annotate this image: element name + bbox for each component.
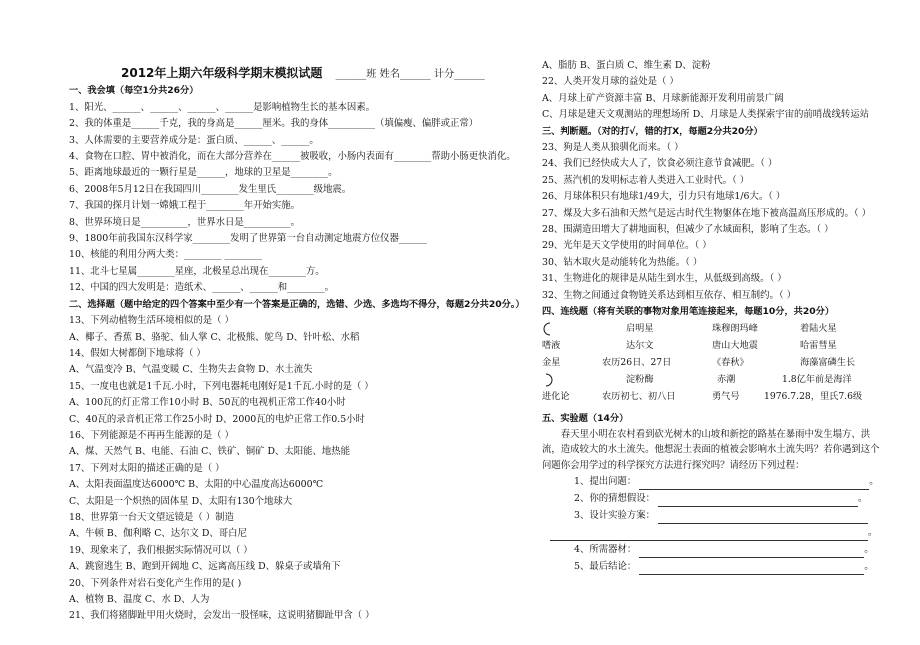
question-4: 4、食物在口腔、胃中被消化，而在大部分营养在______被吸收，小肠内表面有________帮助小肠更快消化。 [69,151,516,163]
match-item: 达尔文 [626,339,654,351]
question-15: 15、一度电也就是1千瓦.小时，下列电器耗电刚好是1千瓦.小时的是（ ） [69,380,374,392]
question-12: 12、中国的四大发明是：造纸术、______、______和________。 [69,282,335,294]
choice-questions [69,313,529,625]
step-conclusion: 5、最后结论： 。 [574,558,887,575]
step-ask-question: 1、提出问题： 。 [574,473,887,490]
question-22: 22、人类开发月球的益处是（ ） [542,76,679,88]
question-9: 9、1800年前我国东汉科学家________发明了世界第一台自动测定地震方位仪器______ [69,233,427,245]
answer-line[interactable] [639,563,864,575]
step-hypothesis: 2、你的猜想假设： 。 [574,490,887,507]
question-19: 19、现象来了，我们根据实际情况可以（ ） [69,544,253,556]
step-label: 3、设计实验方案： [574,510,655,522]
experiment-scenario: 春天里小明在农村看到砍光树木的山坡和新挖的路基在暴雨中发生塌方、洪流，造成较大的水土流失。他想泥土表面的植被会影响水土流失吗？若你遇到这个问题你会用学过的科学探究方法进行探究吗？请经历下列过程： [542,428,880,471]
question-21: 21、我们将猪脚趾甲用火烧时，会发出一股怪味，这说明猪脚趾甲含（ ） [69,610,375,622]
question-21-options: A、脂肪 B、蛋白质 C、维生素 D、淀粉 [542,60,711,71]
question-13-options: A、椰子、香蕉 B、骆驼、仙人掌 C、北极熊、鸵鸟 D、针叶松、水稻 [69,331,360,343]
question-15-options-ab: A、100瓦的灯正常工作10小时 B、50瓦的电视机正常工作40小时 [69,397,346,409]
fill-in-questions [69,100,529,297]
question-16: 16、下列能源是不再再生能源的是（ ） [69,429,234,441]
question-23: 23、狗是人类从狼驯化而来。（ ） [542,142,684,154]
question-22-options-ab: A、月球上矿产资源丰富 B、月球新能源开发利用前景广阔 [542,92,784,104]
question-2: 2、我的体重是______千克，我的身高是______厘米。我的身体__________（填偏瘦、偏胖或正常） [69,118,479,130]
match-item: 农历初七、初八日 [602,390,676,402]
section-5-heading: 五、实验题（14分） [542,412,629,424]
answer-line[interactable] [550,529,868,541]
true-false-questions [542,140,887,304]
step-materials: 4、所需器材： 。 [574,541,887,558]
match-item: 《春秋》 [712,356,749,368]
answer-line[interactable] [639,546,864,558]
question-5: 5、距离地球最近的一颗行星是______，地球的卫星是________。 [69,167,338,179]
match-item: 赤潮 [717,373,736,385]
question-15-options-cd: C、40瓦的录音机正常工作25小时 D、2000瓦的电炉正常工作0.5小时 [69,413,365,425]
step-design-plan [574,507,887,524]
answer-line[interactable] [639,478,869,490]
question-18: 18、世界第一台天文望远镜是（ ）制造 [69,511,234,523]
right-column [542,58,887,575]
match-item: 1.8亿年前是海洋 [782,373,852,385]
match-item: 淀粉酶 [626,373,654,385]
answer-line[interactable] [658,495,858,507]
match-item: 进化论 [542,390,570,402]
question-16-options: A、煤、天然气 B、电能、石油 C、铁矿、铜矿 D、太阳能、地热能 [69,446,351,458]
question-14: 14、假如大树都倒下地球将（ ） [69,347,206,359]
match-item: 着陆火星 [800,322,837,334]
match-item: 农历26日、27日 [602,356,672,368]
section-2-heading: 二、选择题（题中给定的四个答案中至少有一个答案是正确的，选错、少选、多选均不得分，每题2分共20分。） [69,298,525,310]
match-item: 1976.7.28，里氏7.6级 [764,390,863,402]
question-22-options-cd: C、月球是建天文观测站的理想场所 D、月球是人类探索宇宙的前哨战线转运站 [542,109,870,121]
step-label: 2、你的猜想假设： [574,493,655,505]
match-item: 海藻富磷生长 [800,356,856,368]
question-1: 1、阳光、______、______、______、______是影响植物生长的基本因素。 [69,101,375,113]
match-item: 哈雷彗星 [800,339,837,351]
match-item: 启明星 [626,322,654,334]
question-31: 31、生物进化的规律是从陆生到水生，从低级到高级。（ ） [542,273,787,285]
question-24: 24、我们已经快成大人了，饮食必须注意节食减肥。（ ） [542,158,778,170]
exam-header [121,65,529,83]
question-19-options: A、跳窗逃生 B、跑到开阔地 C、远离高压线 D、躲桌子或墙角下 [69,561,341,573]
question-29: 29、光年是天文学使用的时间单位。（ ） [542,240,712,252]
student-info-fields: ______班 姓名______ 计分______ [335,69,485,80]
matching-grid [542,321,887,411]
match-item: 唐山大地震 [712,339,758,351]
step-label: 4、所需器材： [574,544,637,556]
question-26: 26、月球体积只有地球1/49大，引力只有地球1/6大。（ ） [542,191,786,203]
step-label: 1、提出问题： [574,476,637,488]
question-20: 20、下列条件对岩石变化产生作用的是( ) [69,577,242,589]
question-14-options: A、气温变冷 B、气温变暖 C、生物失去食物 D、水土流失 [69,364,313,376]
match-item: 勇气号 [712,390,740,402]
question-25: 25、蒸汽机的发明标志着人类进入工业时代。（ ） [542,174,750,186]
step-design-plan-continued: 。 [550,524,887,541]
question-10: 10、核能的利用分两大类：________ ________ [69,249,263,261]
step-label: 5、最后结论： [574,561,637,573]
question-8: 8、世界环境日是__________，世界水日是__________。 [69,216,300,228]
answer-line[interactable] [658,512,868,524]
question-7: 7、我国的探月计划一嫦娥工程于________年开始实施。 [69,200,300,212]
section-3-heading: 三、判断题。（对的打√，错的打Ⅹ，每题2分共20分） [542,125,763,137]
question-6: 6、2008年5月12日在我国四川________发生里氏________级地震。 [69,183,352,195]
question-3: 3、人体需要的主要营养成分是：蛋白质、______、______。 [69,134,319,146]
question-27: 27、煤及大多石油和天然气是远古时代生物躯体在地下被高温高压形成的。（ ） [542,207,871,219]
question-17: 17、下列对太阳的描述正确的是（ ） [69,462,225,474]
match-item: 嗜液 [542,339,561,351]
question-13: 13、下列动植物生活环境相似的是（ ） [69,315,234,327]
match-item: 珠穆朗玛峰 [712,322,758,334]
question-17-options-cd: C、太阳是一个炽热的固体星 D、太阳有130个地球大 [69,495,293,507]
question-18-options: A、牛顿 B、伽利略 C、达尔文 D、哥白尼 [69,528,247,540]
question-28: 28、围湖造田增大了耕地面积，但减少了水域面积，影响了生态。（ ） [542,224,834,236]
question-30: 30、钻木取火是动能转化为热能。（ ） [542,256,703,268]
section-4-heading: 四、连线题（将有关联的事物对象用笔连接起来，每题10分，共20分） [542,306,835,318]
question-32: 32、生物之间通过食物链关系达到相互依存、相互制约。（ ） [542,289,796,301]
match-item: 金星 [542,356,561,368]
left-column [69,65,529,625]
section-1-heading: 一、我会填（每空1分共26分） [69,85,199,97]
question-20-options: A、植物 B、温度 C、水 D、人为 [69,594,210,605]
question-17-options-ab: A、太阳表面温度达6000℃ B、太阳的中心温度高达6000℃ [69,479,324,491]
question-11: 11、北斗七星属________星座，北极星总出现在________方。 [69,265,325,277]
exam-title: 2012年上期六年级科学期末模拟试题 [121,66,323,80]
